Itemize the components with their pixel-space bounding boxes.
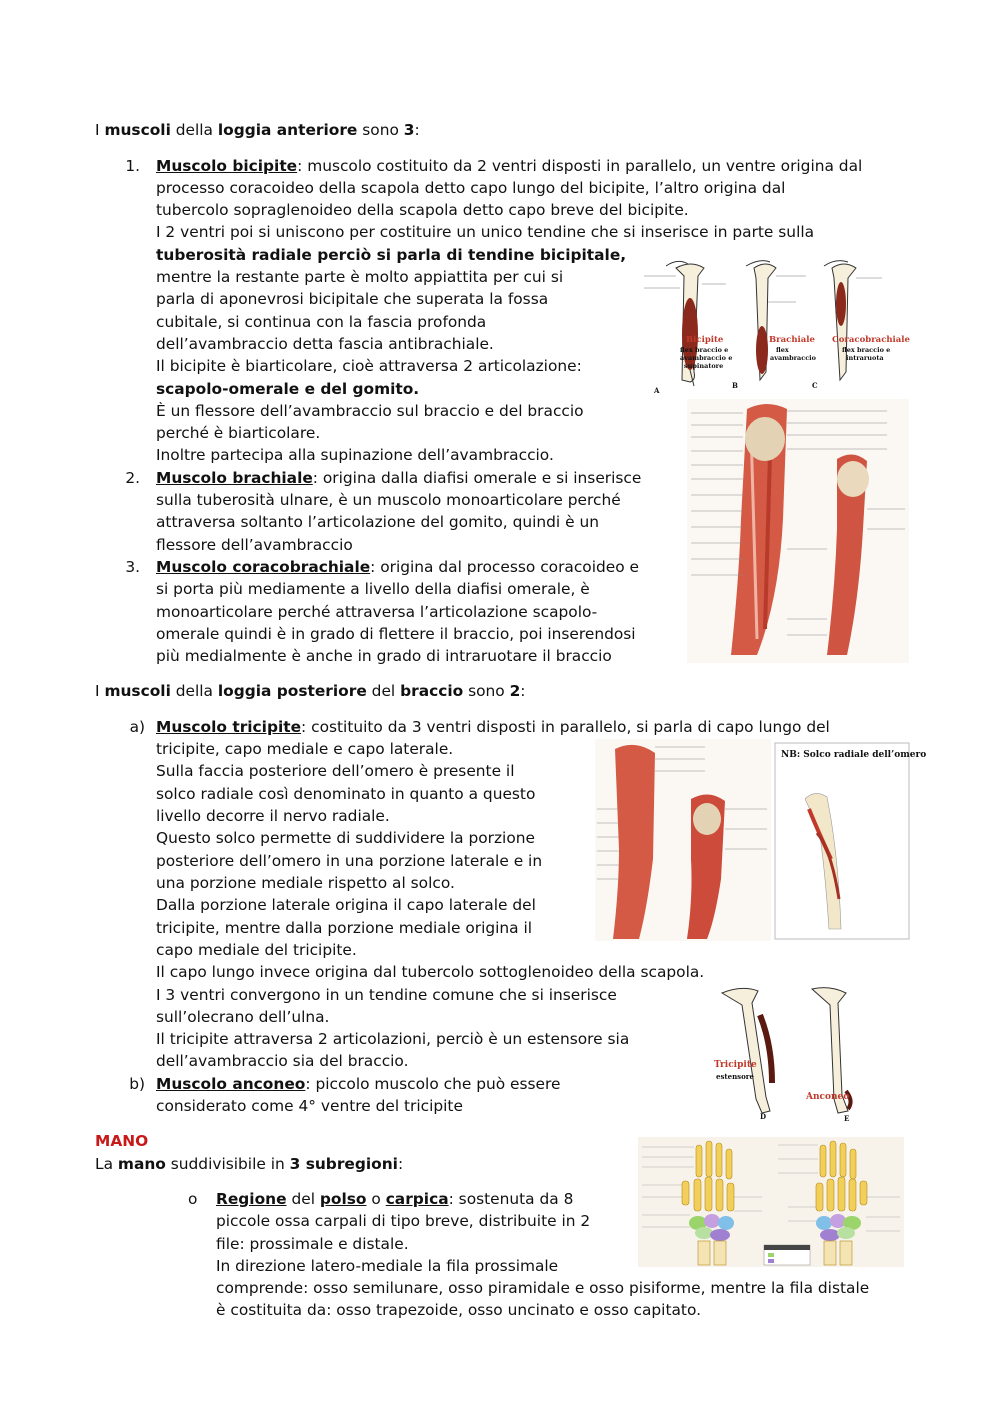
figure-letter: E (844, 1114, 850, 1123)
text-line: Inoltre partecipa alla supinazione dell’avambraccio. (156, 446, 554, 464)
text-line: è costituita da: osso trapezoide, osso uncinato e osso capitato. (216, 1301, 701, 1319)
caption-line: flex braccio e (680, 346, 729, 354)
text-line: processo coracoideo della scapola detto capo lungo del bicipite, l’altro origina dal (156, 179, 786, 197)
caption-line: estensore (716, 1072, 754, 1081)
text-line: Il bicipite è biarticolare, cioè attraversa 2 articolazione: (156, 357, 582, 375)
text-line: flessore dell’avambraccio (156, 536, 353, 554)
biceps-line-1: Muscolo bicipite: muscolo costituito da 2 ventri disposti in parallelo, un ventre origina dal (156, 157, 863, 175)
figure-letter: C (812, 381, 818, 390)
brachial-line-1: Muscolo brachiale: origina dalla diafisi omerale e si inserisce (156, 469, 642, 487)
figure-letter: D (760, 1112, 767, 1121)
caption-title: Anconeo (806, 1092, 850, 1102)
text-line: tricipite, mentre dalla porzione mediale origina il (156, 919, 533, 937)
coracobrachialis-muscle-drawing (836, 282, 846, 326)
arm-muscles-figure (636, 254, 910, 395)
list-number: 1. (125, 157, 140, 175)
caption-title: Brachiale (769, 335, 815, 345)
brachialis-muscle-drawing (756, 326, 768, 374)
text-line: file: prossimale e distale. (216, 1235, 409, 1253)
text-line: cubitale, si continua con la fascia profonda (156, 313, 487, 331)
caption-title: Bicipite (686, 335, 724, 345)
text-line: sull’olecrano dell’ulna. (156, 1008, 330, 1026)
text-line: più medialmente è anche in grado di intraruotare il braccio (156, 647, 612, 665)
text-line: solco radiale così denominato in quanto a questo (156, 785, 536, 803)
text-line: considerato come 4° ventre del tricipite (156, 1097, 463, 1115)
posterior-arm-atlas-figure (595, 739, 927, 941)
text-line: posteriore dell’omero in una porzione laterale e in (156, 852, 543, 870)
figure-letter: B (732, 381, 738, 390)
text-line: tubercolo sopraglenoideo della scapola detto capo breve del bicipite. (156, 201, 689, 219)
mano-intro: La mano suddivisibile in 3 subregioni: (95, 1155, 404, 1173)
wrist-line-1: Regione del polso o carpica: sostenuta da 8 (216, 1190, 574, 1208)
caption-line: flex braccio e (842, 346, 891, 354)
text-line: dell’avambraccio detta fascia antibrachiale. (156, 335, 494, 353)
list-letter: b) (129, 1075, 145, 1093)
text-line: piccole ossa carpali di tipo breve, distribuite in 2 (216, 1212, 591, 1230)
anterior-arm-atlas-figure (687, 399, 909, 663)
text-line: capo mediale del tricipite. (156, 941, 357, 959)
anterior-intro: I muscoli della loggia anteriore sono 3: (95, 121, 420, 139)
caption-title: Coracobrachiale (832, 335, 910, 345)
list-number: 3. (125, 558, 140, 576)
text-line: Sulla faccia posteriore dell’omero è presente il (156, 762, 515, 780)
caption-line: supinatore (684, 362, 724, 370)
text-line: attraversa soltanto l’articolazione del gomito, quindi è un (156, 513, 599, 531)
text-line: livello decorre il nervo radiale. (156, 807, 390, 825)
text-line: mentre la restante parte è molto appiattita per cui si (156, 268, 564, 286)
text-line: tuberosità radiale perciò si parla di tendine bicipitale, (156, 246, 627, 264)
coracobrachial-line-1: Muscolo coracobrachiale: origina dal processo coracoideo e (156, 558, 640, 576)
triceps-anconeus-figure (708, 985, 868, 1123)
caption-line: flex (776, 346, 789, 354)
figure-letter: A (654, 386, 660, 395)
triceps-line-1: Muscolo tricipite: costituito da 3 ventri disposti in parallelo, si parla di capo lungo del (156, 718, 830, 736)
text-line: monoarticolare perché attraversa l’articolazione scapolo- (156, 603, 598, 621)
text-line: sulla tuberosità ulnare, è un muscolo monoarticolare perché (156, 491, 621, 509)
text-line: Il capo lungo invece origina dal tubercolo sottoglenoideo della scapola. (156, 963, 705, 981)
bullet-marker: o (188, 1190, 198, 1208)
text-line: omerale quindi è in grado di flettere il braccio, poi inserendosi (156, 625, 636, 643)
text-line: È un flessore dell’avambraccio sul braccio e del braccio (156, 402, 584, 420)
caption-title: Tricipite (714, 1060, 757, 1070)
list-letter: a) (129, 718, 145, 736)
text-line: Il tricipite attraversa 2 articolazioni, perciò è un estensore sia (156, 1030, 630, 1048)
text-line: una porzione mediale rispetto al solco. (156, 874, 455, 892)
hand-bones-figure (638, 1137, 904, 1267)
caption-line: avambraccio (770, 354, 816, 362)
caption-line: avambraccio e (680, 354, 733, 362)
text-line: comprende: osso semilunare, osso piramidale e osso pisiforme, mentre la fila distale (216, 1279, 870, 1297)
text-line: si porta più mediamente a livello della diafisi omerale, è (156, 580, 590, 598)
text-line: tricipite, capo mediale e capo laterale. (156, 740, 454, 758)
text-line: Dalla porzione laterale origina il capo laterale del (156, 896, 536, 914)
text-line: In direzione latero-mediale la fila prossimale (216, 1257, 559, 1275)
text-line: I 3 ventri convergono in un tendine comune che si inserisce (156, 986, 617, 1004)
figure-note: NB: Solco radiale dell’omero (781, 750, 927, 760)
text-line: perché è biarticolare. (156, 424, 321, 442)
text-line: scapolo-omerale e del gomito. (156, 380, 420, 398)
posterior-intro: I muscoli della loggia posteriore del braccio sono 2: (95, 682, 526, 700)
text-line: dell’avambraccio sia del braccio. (156, 1052, 409, 1070)
text-line: parla di aponevrosi bicipitale che superata la fossa (156, 290, 549, 308)
list-number: 2. (125, 469, 140, 487)
caption-line: intraruota (846, 354, 884, 362)
text-line: I 2 ventri poi si uniscono per costituire un unico tendine che si inserisce in parte sulla (156, 223, 815, 241)
text-line: Questo solco permette di suddividere la porzione (156, 829, 535, 847)
anconeus-line-1: Muscolo anconeo: piccolo muscolo che può essere (156, 1075, 561, 1093)
section-heading-mano: MANO (95, 1132, 149, 1150)
